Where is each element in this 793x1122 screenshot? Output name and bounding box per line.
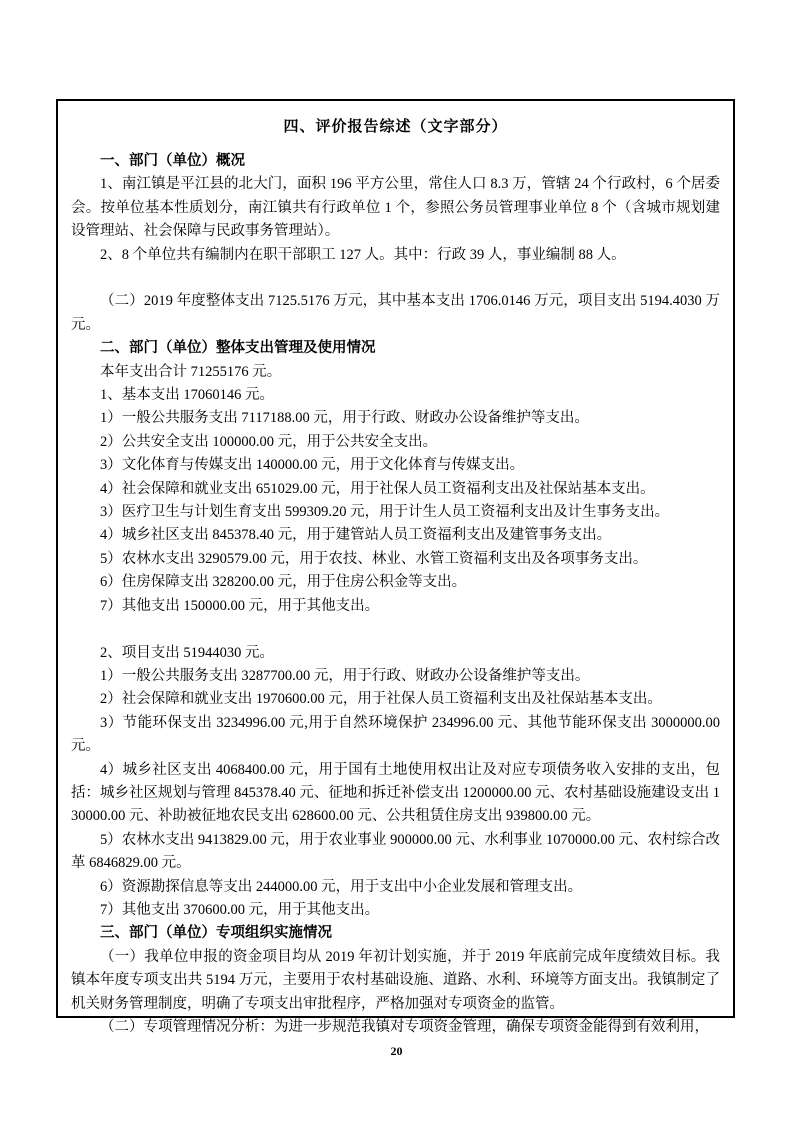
section-heading: 三、部门（单位）专项组织实施情况: [100, 925, 332, 942]
section-heading: 二、部门（单位）整体支出管理及使用情况: [100, 340, 376, 357]
paragraph: 1）一般公共服务支出 7117188.00 元，用于行政、财政办公设备维护等支出。: [100, 410, 589, 427]
paragraph: （一）我单位申报的资金项目均从 2019 年初计划实施，并于 2019 年底前完成年度绩效目标。我镇本年度专项支出共 5194 万元，主要用于农村基础设施、道路、水利、环境等方面支出。我镇制定了机关财务管理制度，明确了专项支出审批程序，严格加强对专项资金的监管。: [71, 948, 720, 1012]
paragraph: 本年支出合计 71255176 元。: [100, 363, 282, 380]
paragraph: 5）农林水支出 9413829.00 元，用于农业事业 900000.00 元、水利事业 1070000.00 元、农村综合改革 6846829.00 元。: [71, 831, 720, 872]
paragraph: 4）城乡社区支出 845378.40 元，用于建管站人员工资福利支出及建管事务支出。: [100, 527, 612, 544]
paragraph: 2、项目支出 51944030 元。: [100, 644, 274, 661]
paragraph: 3）医疗卫生与计划生育支出 599309.20 元，用于计生人员工资福利支出及计生事务支出。: [100, 504, 670, 521]
document-border-box: [56, 99, 735, 1035]
section-heading: 一、部门（单位）概况: [100, 153, 245, 169]
paragraph: 6）住房保障支出 328200.00 元，用于住房公积金等支出。: [100, 574, 467, 591]
page-number: 20: [390, 1044, 403, 1058]
paragraph: 7）其他支出 370600.00 元，用于其他支出。: [100, 901, 380, 918]
paragraph: 2）社会保障和就业支出 1970600.00 元，用于社保人员工资福利支出及社保站基本支出。: [100, 691, 662, 708]
paragraph: 3）节能环保支出 3234996.00 元,用于自然环境保护 234996.00 元、其他节能环保支出 3000000.00 元。: [71, 714, 720, 755]
paragraph: 4）城乡社区支出 4068400.00 元，用于国有土地使用权出让及对应专项债务收入安排的支出，包括：城乡社区规划与管理 845378.40 元、征地和拆迁补偿支出 1200000.00 元、农村基础设施建设支出 130000.00 元、补助被征地农民支出 628600.00 元、公共租赁住房支出 939800.00 元。: [71, 761, 720, 825]
paragraph: 1、南江镇是平江县的北大门，面积 196 平方公里，常住人口 8.3 万，管辖 24 个行政村，6 个居委会。按单位基本性质划分，南江镇共有行政单位 1 个，参照公务员管理事业单位 8 个（含城市规划建设管理站、社会保障与民政事务管理站）。: [71, 176, 720, 240]
paragraph: （二）专项管理情况分析：为进一步规范我镇对专项资金管理，确保专项资金能得到有效利用，: [100, 1019, 709, 1035]
paragraph: 2）公共安全支出 100000.00 元，用于公共安全支出。: [100, 433, 438, 450]
paragraph: 7）其他支出 150000.00 元，用于其他支出。: [100, 597, 380, 614]
paragraph: 1、基本支出 17060146 元。: [100, 387, 274, 404]
paragraph: 3）文化体育与传媒支出 140000.00 元，用于文化体育与传媒支出。: [100, 457, 525, 474]
paragraph: （二）2019 年度整体支出 7125.5176 万元，其中基本支出 1706.0146 万元，项目支出 5194.4030 万元。: [71, 293, 720, 333]
paragraph: 6）资源勘探信息等支出 244000.00 元，用于支出中小企业发展和管理支出。: [100, 878, 583, 895]
paragraph: 1）一般公共服务支出 3287700.00 元，用于行政、财政办公设备维护等支出。: [100, 667, 590, 684]
document-body: [71, 150, 720, 1039]
paragraph: 2、8 个单位共有编制内在职干部职工 127 人。其中：行政 39 人，事业编制 88 人。: [100, 246, 626, 263]
paragraph: 5）农林水支出 3290579.00 元，用于农技、林业、水管工资福利支出及各项事务支出。: [100, 550, 648, 567]
paragraph: 4）社会保障和就业支出 651029.00 元，用于社保人员工资福利支出及社保站基本支出。: [100, 480, 655, 497]
document-title: 四、评价报告综述（文字部分）: [283, 119, 508, 135]
